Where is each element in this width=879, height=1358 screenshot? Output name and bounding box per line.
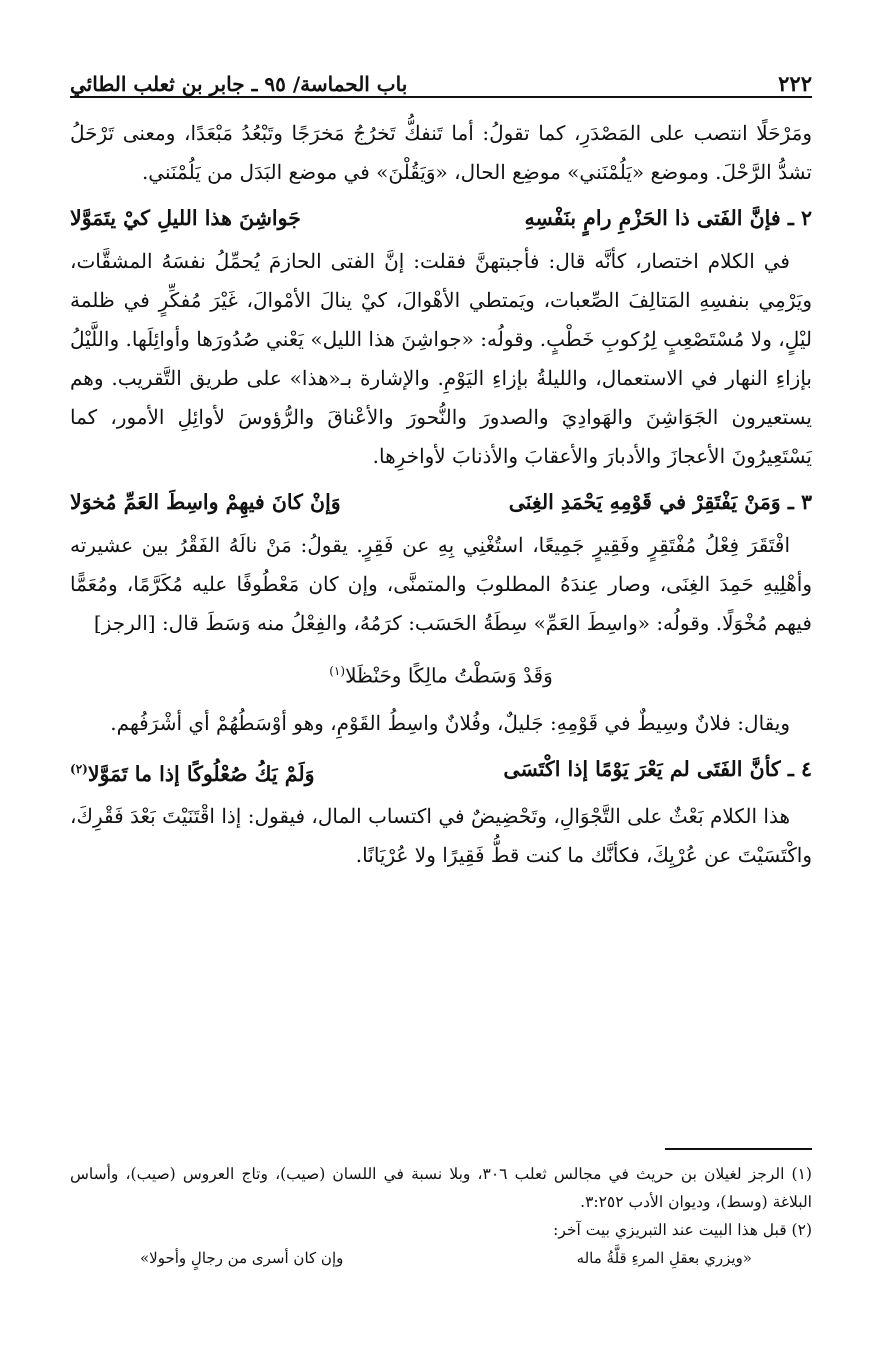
footnote-ref-2: (٢) (70, 761, 88, 776)
verse-4-second-hemistich: وَلَمْ يَكُ صُعْلُوكًا إذا ما تَمَوَّلا (87, 761, 315, 786)
verse-3 (70, 482, 812, 522)
verse-2 (70, 198, 812, 238)
footnote-ref-1: (١) (329, 664, 346, 678)
paragraph-4: ويقال: فلانٌ وسِيطٌ في قَوْمِهِ: جَليلٌ، وفُلانٌ واسِطُ القَوْمِ، وهو أوْسَطُهُمْ أي أشْرَفُهم. (110, 710, 790, 735)
footnote-1: (١) الرجز لغيلان بن حريث في مجالس ثعلب ٣٠٦، وبلا نسبة في اللسان (صيب)، وتاج العروس (صيب)، وأساس البلاغة (وسط)، وديوان الأدب ٣:٢٥٢. (70, 1165, 812, 1211)
footnote-2-verse-second: وإن كان أسرى من رجالٍ وأحولا» (140, 1249, 344, 1267)
rajaz-text: وَقَدْ وَسَطْتُ مالِكًا وحَنْظَلا (345, 663, 553, 688)
footnote-2: (٢) قبل هذا البيت عند التبريزي بيت آخر: (553, 1221, 812, 1239)
verse-3-first-hemistich: ٣ ـ وَمَنْ يَفْتَقِرْ في قَوْمِهِ يَحْمَدِ الغِنَى (508, 490, 812, 514)
paragraph-1: ومَرْحَلًا انتصب على المَصْدَرِ، كما تقولُ: أما تَنفكُّ تَخرُجُ مَخرَجًا وتَبْعُدُ مَبْعَدًا، ومعنى تَرْحَلُ تشدُّ الرَّحْلَ. وموضع «يَلُمْنَني» موضِع الحال، «وَيَقُلْنَ» في موضع البَدَل من يَلُمْنَني. (70, 121, 812, 184)
verse-4 (70, 749, 812, 794)
paragraph-3: افْتَقَرَ فِعْلُ مُفْتَقِرٍ وفَقِيرٍ جَمِيعًا، استُغْنِي بِهِ عن فَقِرٍ. يقولُ: مَنْ نالَهُ الفَقْرُ بين عشيرته وأهْلِيهِ حَمِدَ الغِنَى، وصار عِندَهُ المطلوبَ والمتمنَّى، وإن كان مَعْطُوفًا عليه مُكَرَّمًا، ومُعَمًّا فيهم مُخْوَلًا. وقولُه: «واسِطَ العَمِّ» سِطَةُ الحَسَب: كرَمُهُ، والفِعْلُ منه وَسَطَ قال: [الرجز] (70, 533, 812, 635)
running-header (70, 60, 812, 98)
footnote-rule (665, 1148, 812, 1150)
verse-4-first-hemistich: ٤ ـ كأنَّ الفَتَى لم يَعْرَ يَوْمًا إذا اكْتَسَى (503, 756, 812, 781)
verse-2-second-hemistich: جَواشِنَ هذا الليلِ كيْ يتَمَوَّلا (70, 206, 301, 230)
page (70, 60, 812, 875)
verse-3-second-hemistich: وَإنْ كانَ فيهِمْ واسِطَ العَمِّ مُخوَلا (70, 490, 341, 514)
footnote-2-verse-first: «ويزري بعقلِ المرءِ قلَّةُ ماله (576, 1249, 752, 1267)
footnote-2-verse (70, 1244, 812, 1272)
rajaz-verse (70, 651, 812, 696)
paragraph-5: هذا الكلام بَعْثٌ على التَّجْوَالِ، وتَحْضِيضٌ في اكتساب المال، فيقول: إذا اقْتَنَيْتَ بَعْدَ فَقْرِكَ، واكْتَسَيْتَ عن عُرْيِكَ، فكأنَّك ما كنت قطُّ فَقِيرًا ولا عُرْيَانًا. (70, 804, 812, 868)
footnotes (70, 1160, 812, 1272)
chapter-title: باب الحماسة/ ٩٥ ـ جابر بن ثعلب الطائي (70, 72, 408, 96)
page-number: ٢٢٢ (778, 71, 812, 96)
paragraph-2: في الكلام اختصار، كأنَّه قال: فأجبتهنَّ فقلت: إنَّ الفتى الحازمَ يُحمِّلُ نفسَهُ المشقَّات، ويَرْمِي بنفسِهِ المَتالِفَ الصِّعبات، ويَمتطي الأهْوالَ، كيْ ينالَ الأمْوالَ، غَيْرَ مُفكِّرٍ في ظلمة ليْلٍ، ولا مُسْتَصْعِبٍ لِرُكوبِ خَطْبٍ. وقولُه: «جواشِنَ هذا الليل» يَعْني صُدُورَها وأوائِلَها. واللَّيْلُ بإزاءِ النهار في الاستعمال، والليلةُ بإزاءِ اليَوْمِ. والإشارة بـ«هذا» على طريق التَّقريب. وهم يستعيرون الجَوَاشِنَ والهَوادِيَ والصدورَ والنُّحورَ والأعْناقَ والرُّؤوسَ لأوائِلِ الأمور، كما يَسْتَعِيرُونَ الأعجازَ والأدبارَ والأعقابَ والأذنابَ لأواخرِها. (70, 249, 812, 468)
verse-2-first-hemistich: ٢ ـ فإنَّ الفَتى ذا الحَزْمِ رامٍ بنَفْسِهِ (524, 206, 812, 230)
